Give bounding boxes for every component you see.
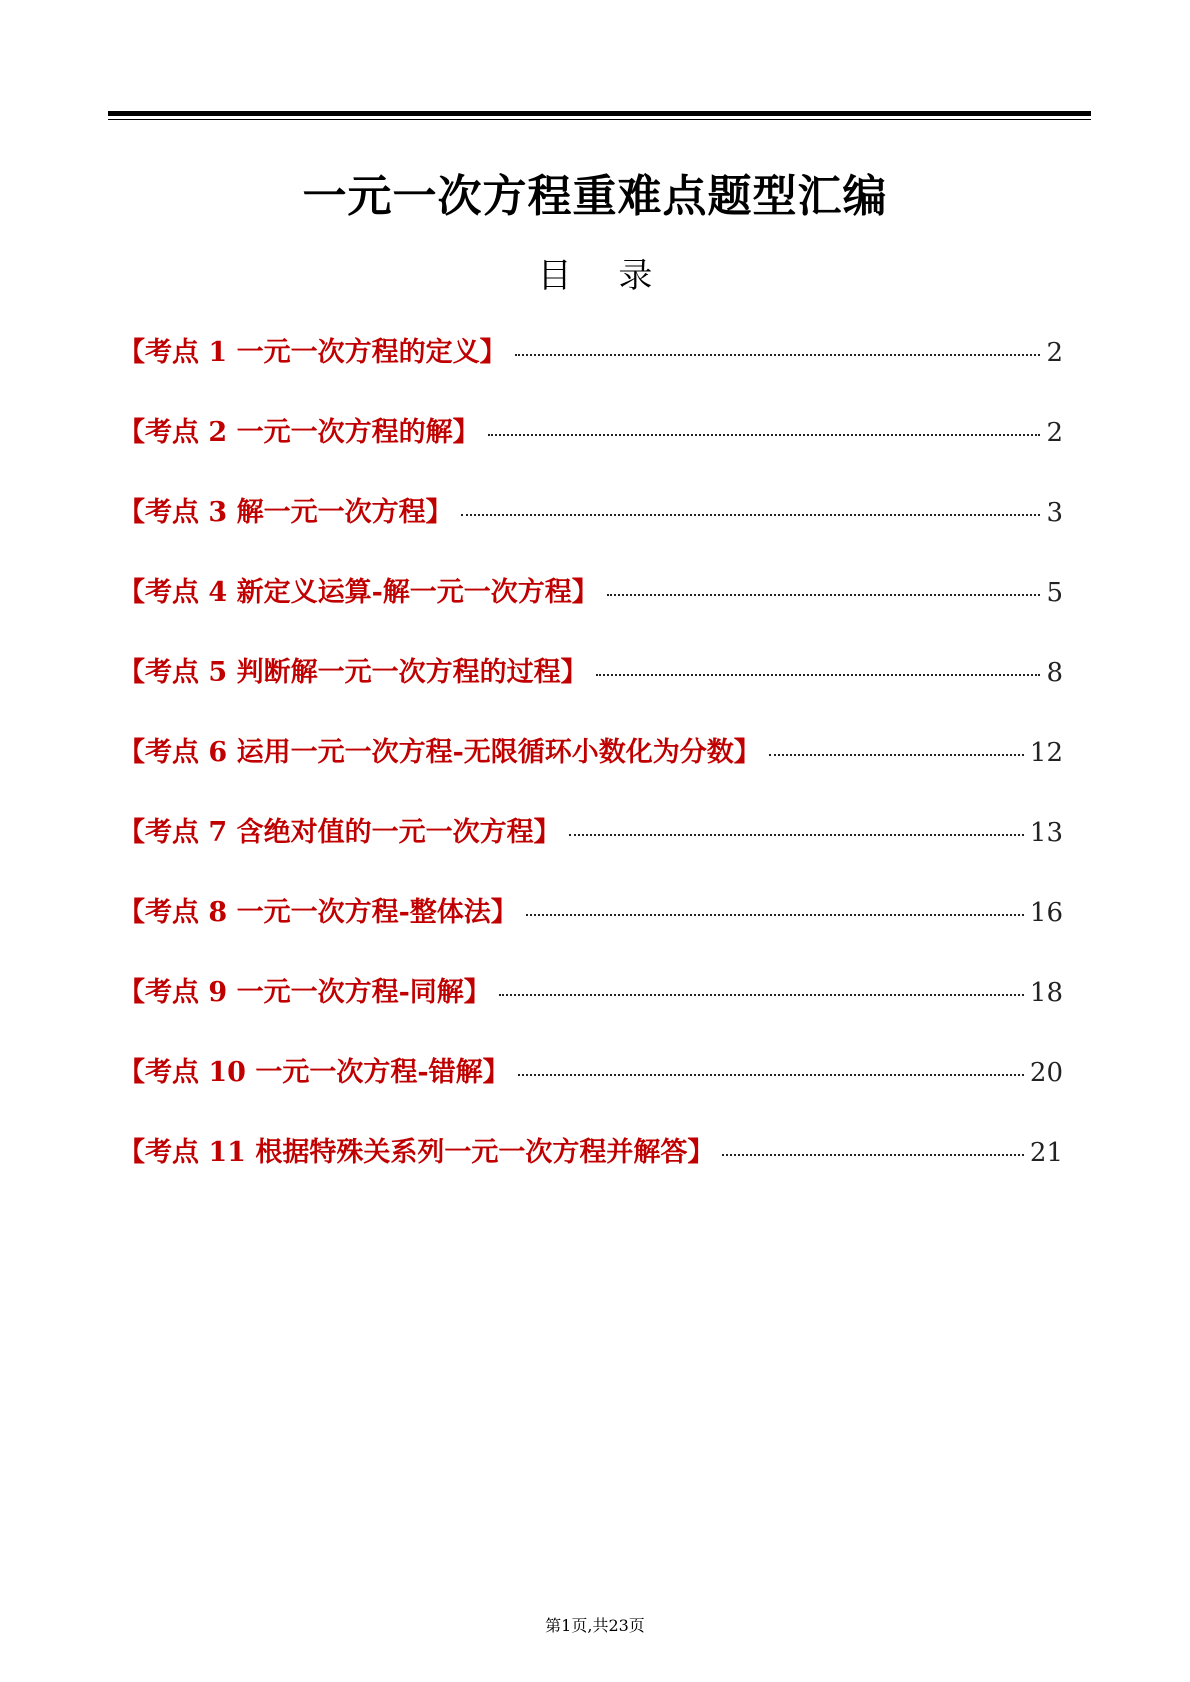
toc-entry-page: 3 xyxy=(1046,498,1063,528)
toc-entry-label: 【考点 2 一元一次方程的解】 xyxy=(118,417,480,448)
toc-entry-page: 8 xyxy=(1046,658,1063,688)
toc-entry-9[interactable] xyxy=(118,970,1063,1050)
toc-leader-dots xyxy=(607,594,1041,596)
table-of-contents xyxy=(118,330,1063,1210)
toc-entry-label: 【考点 10 一元一次方程-错解】 xyxy=(118,1057,510,1088)
toc-heading: 目 录 xyxy=(537,256,671,296)
toc-leader-dots xyxy=(515,354,1041,356)
toc-entry-page: 18 xyxy=(1029,978,1063,1008)
toc-entry-2[interactable] xyxy=(118,410,1063,490)
toc-entry-label: 【考点 8 一元一次方程-整体法】 xyxy=(118,897,518,928)
toc-entry-page: 13 xyxy=(1029,818,1063,848)
toc-entry-label: 【考点 4 新定义运算-解一元一次方程】 xyxy=(118,577,599,608)
toc-entry-4[interactable] xyxy=(118,570,1063,650)
document-title: 一元一次方程重难点题型汇编 xyxy=(302,171,888,222)
toc-leader-dots xyxy=(722,1154,1024,1156)
toc-entry-label: 【考点 7 含绝对值的一元一次方程】 xyxy=(118,817,561,848)
toc-entry-page: 2 xyxy=(1046,418,1063,448)
toc-leader-dots xyxy=(488,434,1041,436)
toc-leader-dots xyxy=(596,674,1041,676)
toc-leader-dots xyxy=(499,994,1024,996)
toc-entry-label: 【考点 9 一元一次方程-同解】 xyxy=(118,977,491,1008)
toc-entry-page: 16 xyxy=(1029,898,1063,928)
toc-entry-1[interactable] xyxy=(118,330,1063,410)
toc-leader-dots xyxy=(569,834,1024,836)
toc-entry-page: 2 xyxy=(1046,338,1063,368)
toc-entry-page: 12 xyxy=(1029,738,1063,768)
toc-entry-label: 【考点 6 运用一元一次方程-无限循环小数化为分数】 xyxy=(118,737,761,768)
toc-entry-page: 20 xyxy=(1029,1058,1063,1088)
page-indicator: 第1页,共23页 xyxy=(545,1616,645,1635)
toc-entry-label: 【考点 1 一元一次方程的定义】 xyxy=(118,337,507,368)
toc-entry-5[interactable] xyxy=(118,650,1063,730)
toc-entry-label: 【考点 3 解一元一次方程】 xyxy=(118,497,453,528)
toc-entry-7[interactable] xyxy=(118,810,1063,890)
toc-entry-label: 【考点 11 根据特殊关系列一元一次方程并解答】 xyxy=(118,1137,715,1168)
toc-leader-dots xyxy=(526,914,1024,916)
toc-entry-page: 5 xyxy=(1046,578,1063,608)
toc-entry-11[interactable] xyxy=(118,1130,1063,1210)
toc-entry-page: 21 xyxy=(1029,1138,1063,1168)
toc-entry-10[interactable] xyxy=(118,1050,1063,1130)
toc-entry-6[interactable] xyxy=(118,730,1063,810)
toc-leader-dots xyxy=(518,1074,1024,1076)
toc-entry-label: 【考点 5 判断解一元一次方程的过程】 xyxy=(118,657,588,688)
top-rule xyxy=(108,111,1091,120)
toc-entry-8[interactable] xyxy=(118,890,1063,970)
toc-leader-dots xyxy=(769,754,1024,756)
toc-entry-3[interactable] xyxy=(118,490,1063,570)
toc-leader-dots xyxy=(461,514,1041,516)
